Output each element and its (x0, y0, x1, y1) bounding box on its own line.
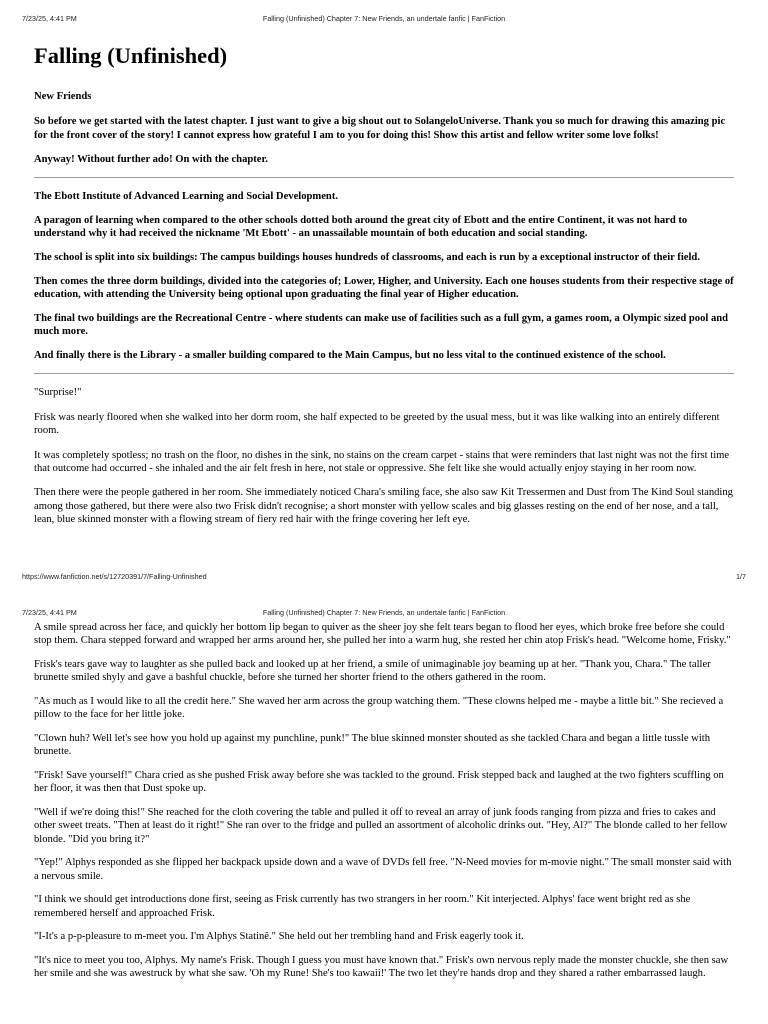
divider (34, 373, 734, 374)
story-paragraph: It was completely spotless; no trash on the floor, no dishes in the sink, no stains on the cream carpet - stains that were reminders that last night was not the first time that outcome had occurred - she inhaled and the air felt fresh in here, not stale or oppressive. She felt like she would actually enjoy staying in her room now. (34, 449, 730, 474)
story-paragraph: Frisk was nearly floored when she walked into her dorm room, she half expected to be greeted by the usual mess, but it was like walking into an entirely different room. (34, 411, 720, 437)
print-datetime: 7/23/25, 4:41 PM (22, 14, 77, 23)
intro-paragraph: The final two buildings are the Recreational Centre - where students can make use of facilities such as a full gym, a games room, a Olympic sized pool and much more. (34, 313, 729, 338)
print-footer (22, 572, 746, 581)
page-break (0, 586, 768, 600)
intro-section (34, 190, 734, 363)
intro-paragraph: And finally there is the Library - a smaller building compared to the Main Campus, but no less vital to the continued existence of the school. (34, 350, 666, 362)
print-header (22, 14, 746, 23)
story-paragraph: "Yep!" Alphys responded as she flipped her backpack upside down and a wave of DVDs fell free. "N-Need movies for m-movie night." The small monster said with a nervous smile. (34, 857, 732, 882)
print-header (22, 608, 746, 617)
story-title: Falling (Unfinished) (34, 43, 228, 68)
story-paragraph: Then there were the people gathered in her room. She immediately noticed Chara's smiling face, she also saw Kit Tressermen and Dust from The Kind Soul standing among those gathered, but there were also two Frisk didn't recognise; a short monster with yellow scales and big glasses resting on the end of her nose, and a tall, lean, blue skinned monster with a flowing stream of fiery red hair with the fringe covering her left eye. (34, 487, 733, 526)
intro-paragraph: Then comes the three dorm buildings, divided into the categories of; Lower, Higher, and University. Each one houses students from their respective stage of education, with attending the University being optional upon graduating the final year of Higher education. (34, 275, 734, 301)
page-1-content (34, 42, 734, 538)
authors-note (34, 115, 734, 166)
story-paragraph: "Surprise!" (34, 387, 82, 399)
story-section (34, 386, 734, 526)
story-paragraph: "Clown huh? Well let's see how you hold up against my punchline, punk!" The blue skinned monster shouted as she tackled Chara and began a little tussle with brunette. (34, 733, 711, 758)
story-paragraph: A smile spread across her face, and quickly her bottom lip began to quiver as the sheer joy she felt tears began to flood her eyes, which broke free before she could stop them. Chara stepped forward and wrapped her arms around her, she pulled her into a warm hug, she rested her chin atop Frisk's head. "Welcome home, Frisky." (34, 622, 731, 647)
intro-paragraph: The school is split into six buildings: The campus buildings houses hundreds of classrooms, and each is run by a exceptional instructor of their field. (34, 251, 700, 263)
story-paragraph: "I-It's a p-p-pleasure to m-meet you. I'm Alphys Statinê." She held out her trembling hand and Frisk eagerly took it. (34, 931, 524, 943)
print-datetime: 7/23/25, 4:41 PM (22, 608, 77, 617)
intro-paragraph: The Ebott Institute of Advanced Learning and Social Development. (34, 190, 339, 202)
divider (34, 177, 734, 178)
page-2-content (34, 621, 734, 991)
authors-note-paragraph: So before we get started with the latest chapter. I just want to give a big shout out to SolangeloUniverse. Thank you so much for drawing this amazing pic for the front cover of the story! I cannot express how grateful I am to you for doing this! Show this artist and fellow writer some love folks! (34, 116, 726, 141)
print-page-2 (0, 600, 768, 1024)
print-page-number: 1/7 (736, 572, 746, 581)
chapter-title: New Friends (34, 91, 92, 102)
story-paragraph: "It's nice to meet you too, Alphys. My name's Frisk. Though I guess you must have known that." Frisk's own nervous reply made the monster chuckle, she then saw her smile and she was awestruck by what she saw. 'Oh my Rune! She's too kawaii!' The two let they're hands drop and they shared a rather embarrassed laugh. (34, 955, 729, 980)
print-doc-title: Falling (Unfinished) Chapter 7: New Friends, an undertale fanfic | FanFiction (262, 608, 506, 617)
print-url: https://www.fanfiction.net/s/12720391/7/Falling-Unfinished (22, 572, 207, 581)
story-paragraph: "Well if we're doing this!" She reached for the cloth covering the table and pulled it off to reveal an array of junk foods ranging from pizza and fries to cakes and other sweet treats. "Then at least do it right!" She ran over to the fridge and pulled an assortment of alcoholic drinks out. "Hey, Al?" The blonde called to her fellow blonde. "Did you bring it?" (34, 807, 728, 845)
authors-note-paragraph: Anyway! Without further ado! On with the chapter. (34, 153, 268, 165)
intro-paragraph: A paragon of learning when compared to the other schools dotted both around the great city of Ebott and the entire Continent, it was not hard to understand why it had received the nickname 'Mt Ebott' - an unassailable mountain of both education and social standing. (34, 214, 688, 239)
story-paragraph: "I think we should get introductions done first, seeing as Frisk currently has two strangers in her room." Kit interjected. Alphys' face went bright red as she remembered herself and approached Frisk. (34, 894, 691, 919)
story-section (34, 621, 734, 981)
story-paragraph: Frisk's tears gave way to laughter as she pulled back and looked up at her friend, a smile of unimaginable joy beaming up at her. "Thank you, Chara." The taller brunette smiled shyly and gave a bashful chuckle, before she turned her shorter friend to the others gathered in the room. (34, 659, 711, 684)
story-paragraph: "Frisk! Save yourself!" Chara cried as she pushed Frisk away before she was tackled to the ground. Frisk stepped back and laughed at the two fighters scuffling on her floor, it was then that Dust spoke up. (34, 770, 724, 795)
story-paragraph: "As much as I would like to all the credit here." She waved her arm across the group watching them. "These clowns helped me - maybe a little bit." She recieved a pillow to the face for her little joke. (34, 696, 724, 721)
print-doc-title: Falling (Unfinished) Chapter 7: New Friends, an undertale fanfic | FanFiction (262, 14, 506, 23)
